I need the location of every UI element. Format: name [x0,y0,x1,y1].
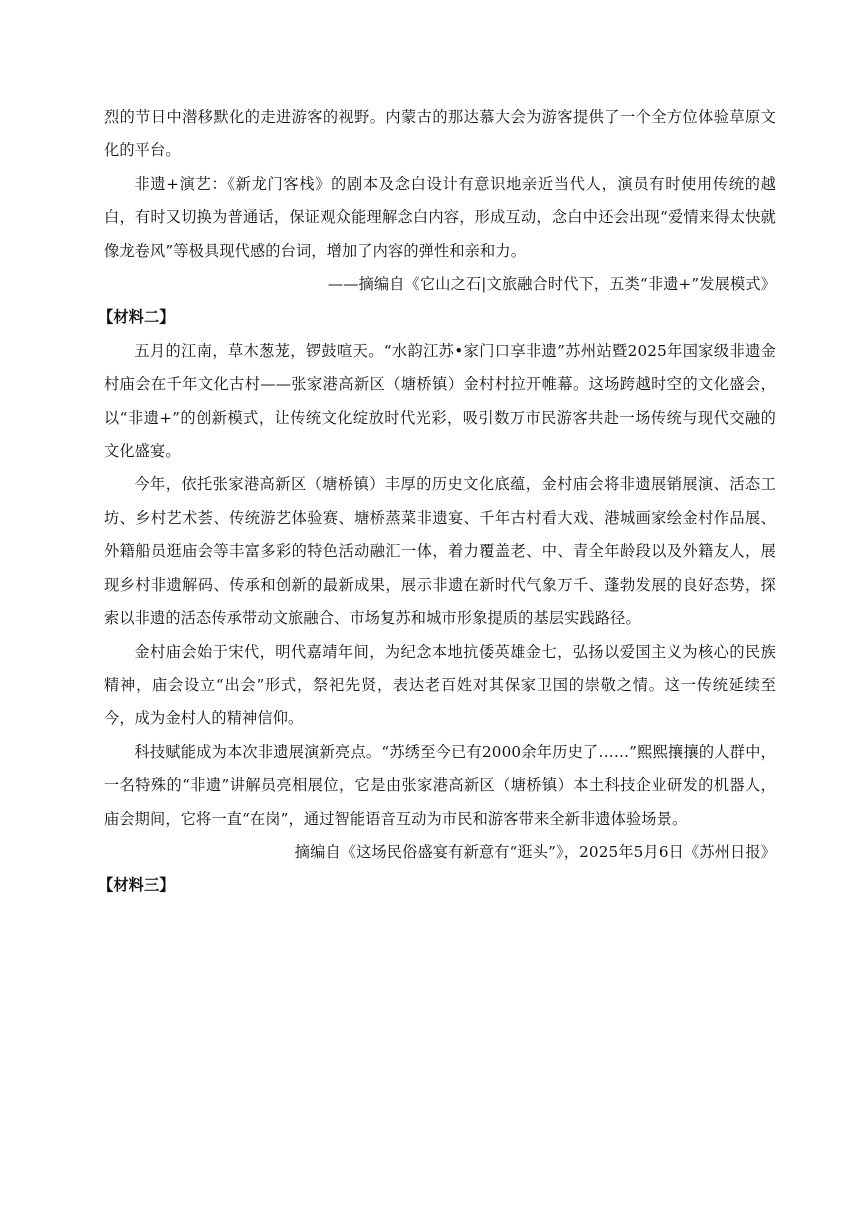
source-citation-1: ——摘编自《它山之石|文旅融合时代下，五类“非遗+”发展模式》 [327,275,776,294]
paragraph-2-3: 金村庙会始于宋代，明代嘉靖年间，为纪念本地抗倭英雄金七，弘扬以爱国主义为核心的民族精神，庙会设立“出会”形式，祭祀先贤，表达老百姓对其保家卫国的崇敬之情。这一传统延续至今，成为金村人的精神信仰。 [104,642,776,728]
document-page [98,101,776,903]
section-heading-material-2: 【材料二】 [98,308,175,327]
paragraph-2-2: 今年，依托张家港高新区（塘桥镇）丰厚的历史文化底蕴，金村庙会将非遗展销展演、活态工坊、乡村艺术荟、传统游艺体验赛、塘桥蒸菜非遗宴、千年古村看大戏、港城画家绘金村作品展、外籍船员逛庙会等丰富多彩的特色活动融汇一体，着力覆盖老、中、青全年龄段以及外籍友人，展现乡村非遗解码、传承和创新的最新成果，展示非遗在新时代气象万千、蓬勃发展的良好态势，探索以非遗的活态传承带动文旅融合、市场复苏和城市形象提质的基层实践路径。 [104,475,776,628]
paragraph-yanyi: 非遗+演艺：《新龙门客栈》的剧本及念白设计有意识地亲近当代人，演员有时使用传统的越白，有时又切换为普通话，保证观众能理解念白内容，形成互动，念白中还会出现“爱情来得太快就像龙卷风”等极具现代感的台词，增加了内容的弹性和亲和力。 [104,174,776,260]
paragraph-2-4: 科技赋能成为本次非遗展演新亮点。“苏绣至今已有2000余年历史了……”熙熙攘攘的人群中，一名特殊的“非遗”讲解员亮相展位，它是由张家港高新区（塘桥镇）本土科技企业研发的机器人，庙会期间，它将一直“在岗”，通过智能语音互动为市民和游客带来全新非遗体验场景。 [104,742,776,828]
section-heading-material-3: 【材料三】 [98,876,175,895]
paragraph-continued: 烈的节日中潜移默化的走进游客的视野。内蒙古的那达慕大会为游客提供了一个全方位体验草原文化的平台。 [104,108,776,160]
source-citation-2: 摘编自《这场民俗盛宴有新意有“逛头”》，2025年5月6日《苏州日报》 [294,842,776,861]
paragraph-2-1: 五月的江南，草木葱茏，锣鼓喧天。“水韵江苏•家门口享非遗”苏州站暨2025年国家级非遗金村庙会在千年文化古村——张家港高新区（塘桥镇）金村村拉开帷幕。这场跨越时空的文化盛会，以“非遗+”的创新模式，让传统文化绽放时代光彩，吸引数万市民游客共赴一场传统与现代交融的文化盛宴。 [104,341,776,461]
